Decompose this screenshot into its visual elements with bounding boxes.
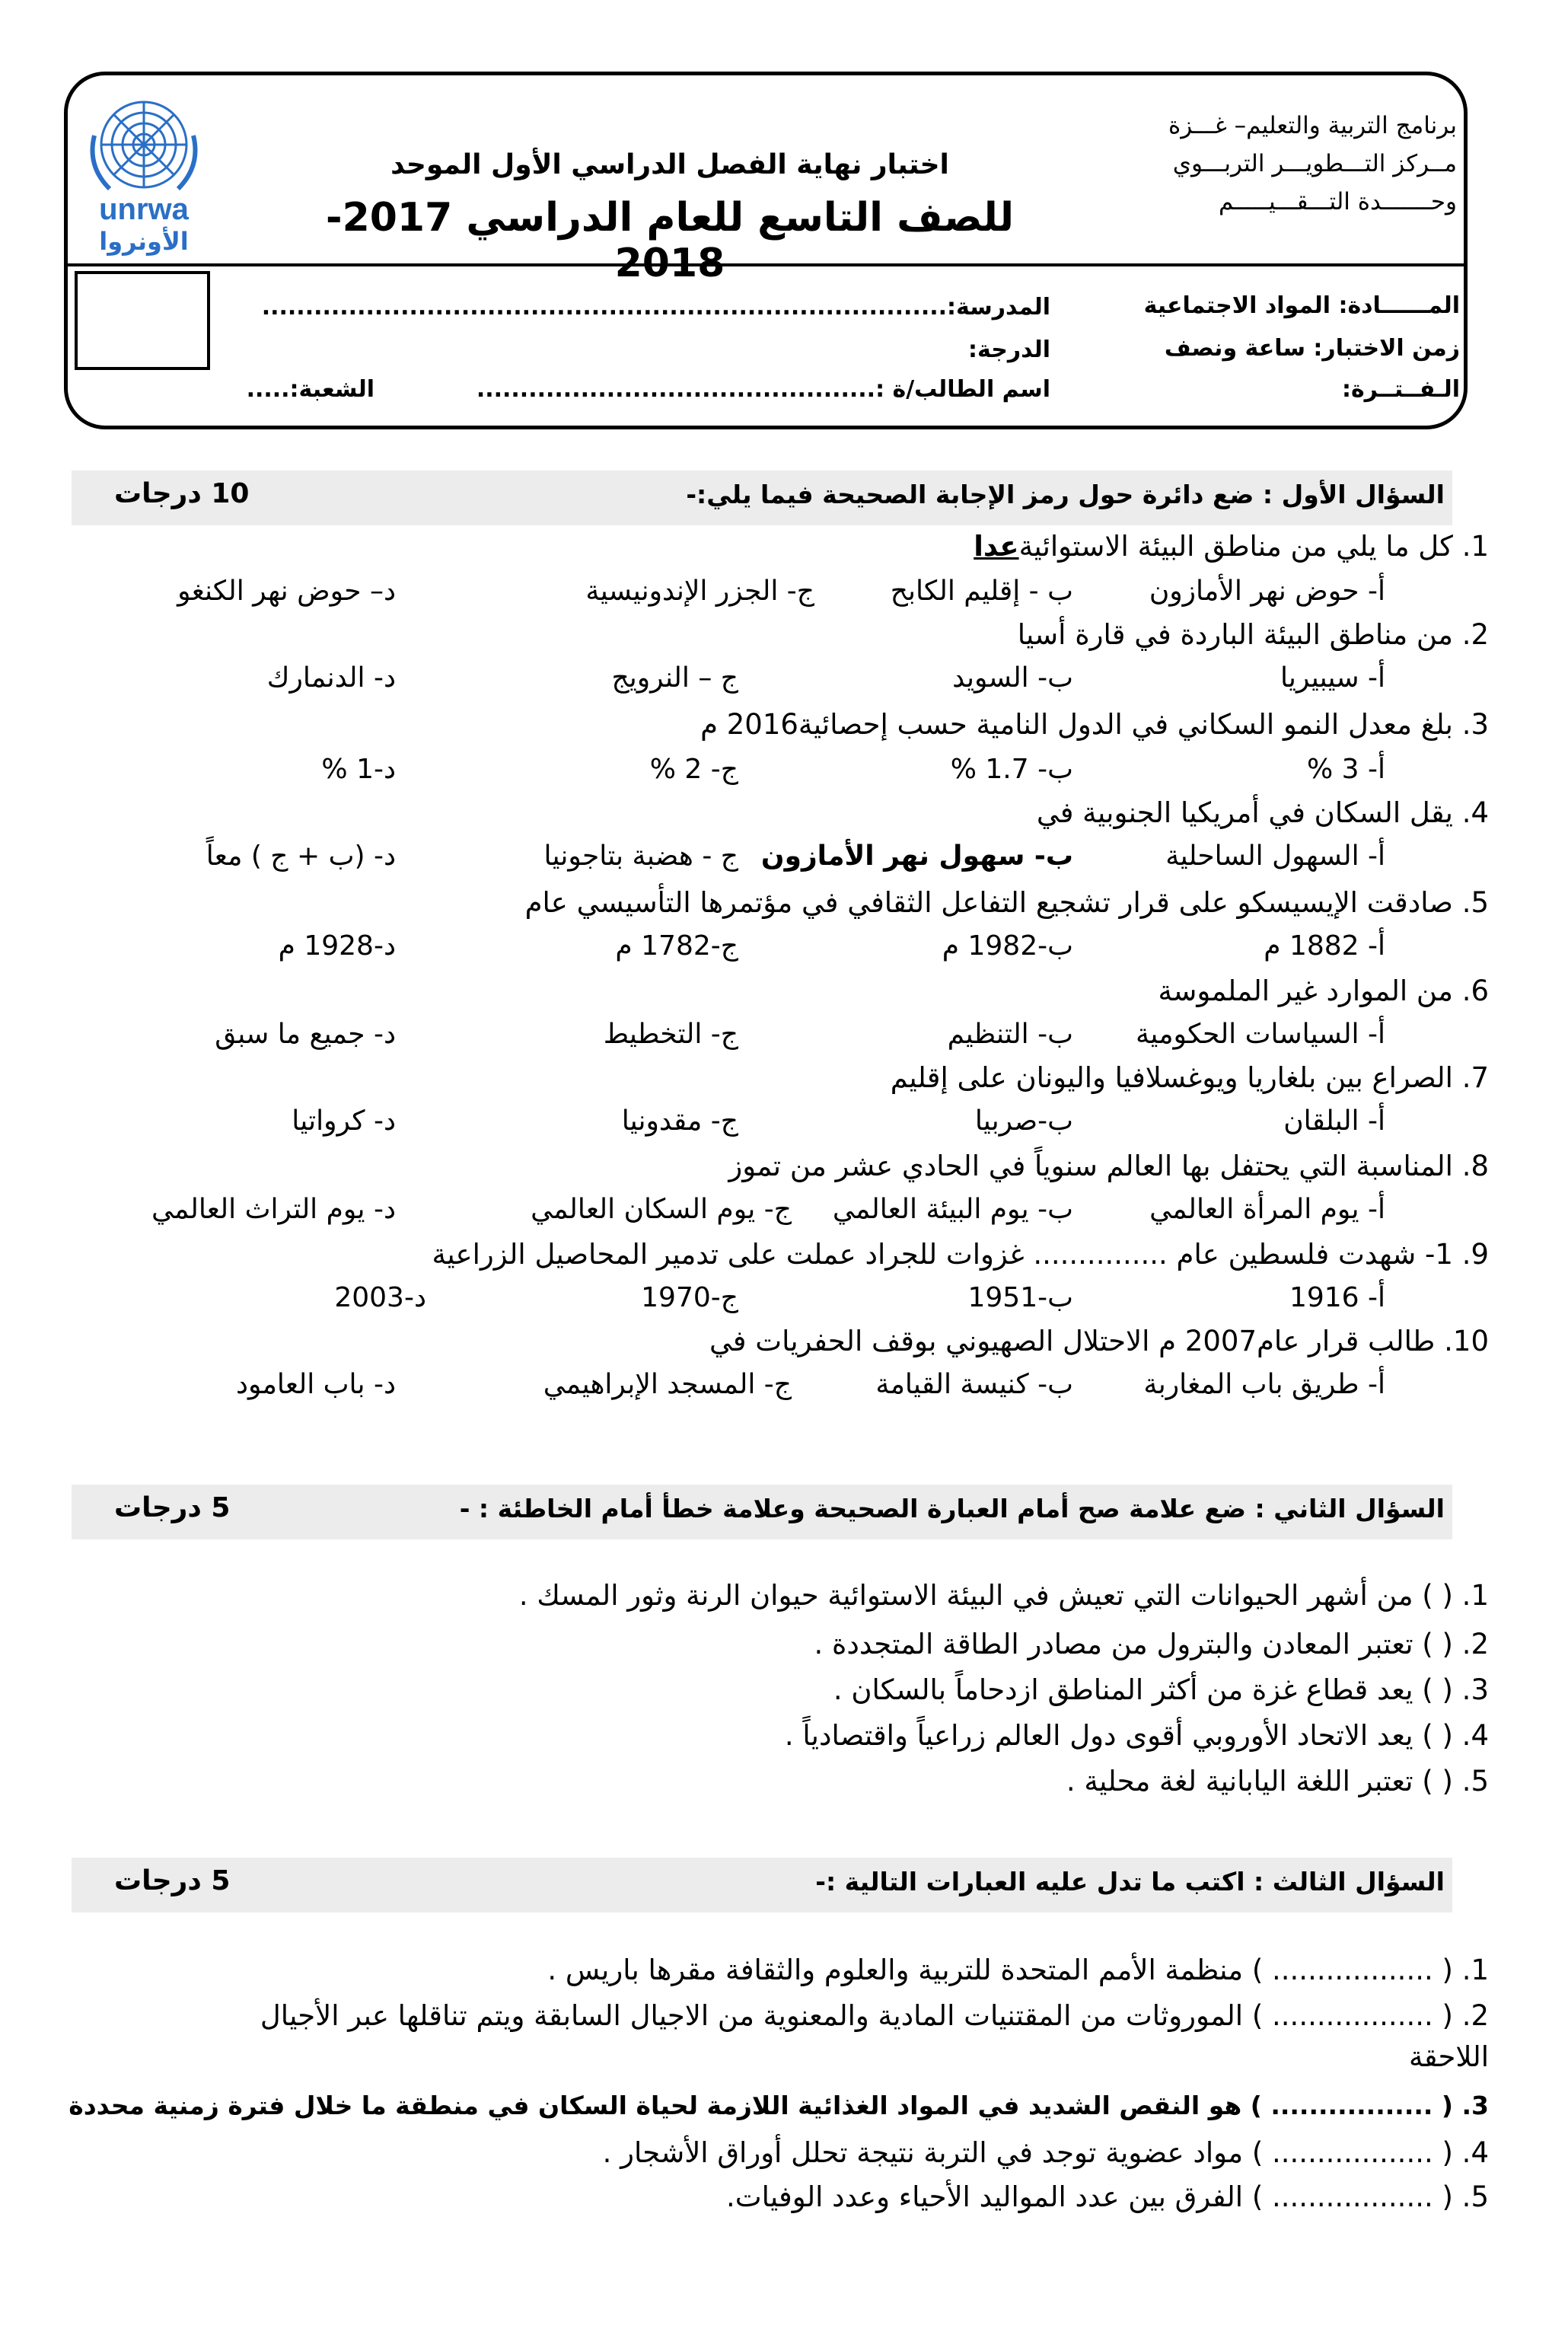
q1-item-stem: من الموارد غير الملموسة	[1158, 975, 1453, 1007]
q1-header	[72, 471, 1452, 525]
q1-9-opt-c: ج-1970	[641, 1282, 738, 1313]
q1-item-stem: بلغ معدل النمو السكاني في الدول النامية حسب إحصائية2016 م	[700, 708, 1453, 741]
q1-item-number: 5.	[1461, 886, 1489, 919]
exam-title: اختبار نهاية الفصل الدراسي الأول الموحد	[390, 149, 949, 180]
q1-item-10-stem	[709, 1325, 1489, 1357]
section-field: الشعبة:.....	[246, 376, 374, 403]
q1-item-1-stem	[974, 530, 1489, 563]
q1-5-opt-d: د-1928 م	[278, 930, 396, 962]
q1-4-opt-b: ب- سهول نهر الأمازون	[760, 841, 1073, 872]
q1-item-stem: كل ما يلي من مناطق البيئة الاستوائية	[1018, 530, 1453, 563]
q1-2-opt-a: أ- سيبيريا	[1280, 662, 1385, 694]
q1-10-opt-c: ج- المسجد الإبراهيمي	[543, 1369, 792, 1400]
q1-6-opt-d: د- جميع ما سبق	[215, 1019, 396, 1050]
exam-subtitle: للصف التاسع للعام الدراسي 2017-2018	[325, 195, 1015, 286]
q1-6-opt-a: أ- السياسات الحكومية	[1136, 1019, 1385, 1050]
org-line-3: وحـــــــدة التـــقـــيـــــم	[1218, 188, 1457, 215]
subject-label: المــــــادة: المواد الاجتماعية	[1143, 292, 1460, 319]
q1-item-number: 7.	[1461, 1061, 1489, 1094]
q3-points: 5 درجات	[114, 1865, 231, 1896]
q1-3-opt-d: د-1 %	[321, 754, 396, 785]
q3-item-5: 5. ( .................. ) الفرق بين عدد المواليد الأحياء وعدد الوفيات.	[725, 2180, 1489, 2213]
q1-1-opt-a: أ- حوض نهر الأمازون	[1149, 576, 1385, 607]
q1-7-opt-a: أ- البلقان	[1283, 1105, 1385, 1137]
q2-item-1: 1. ( ) من أشهر الحيوانات التي تعيش في البيئة الاستوائية حيوان الرنة وثور المسك .	[518, 1579, 1489, 1612]
q1-item-stem: المناسبة التي يحتفل بها العالم سنوياً في الحادي عشر من تموز	[728, 1150, 1453, 1182]
q1-item-number: 1.	[1461, 530, 1489, 563]
q3-item-3: 3. ( ................. ) هو النقص الشديد في المواد الغذائية اللازمة لحياة السكان في منطقة ما خلال فترة زمنية محددة	[69, 2091, 1489, 2120]
duration-label: زمن الاختبار: ساعة ونصف	[1164, 335, 1460, 362]
q1-1-opt-c: ج- الجزر الإندونيسية	[585, 576, 814, 607]
q1-item-6-stem	[1158, 975, 1490, 1007]
q1-1-opt-d: د– حوض نهر الكنغو	[177, 576, 396, 607]
q1-10-opt-b: ب- كنيسة القيامة	[875, 1369, 1073, 1400]
q1-3-opt-a: أ- 3 %	[1307, 754, 1385, 785]
q1-item-5-stem	[525, 886, 1489, 919]
q2-item-2: 2. ( ) تعتبر المعادن والبترول من مصادر الطاقة المتجددة .	[814, 1628, 1489, 1660]
period-label: الـفــتــرة:	[1341, 376, 1460, 403]
q1-item-emphasis: عدا	[974, 530, 1019, 563]
q1-item-8-stem	[728, 1150, 1489, 1182]
q1-7-opt-d: د- كرواتيا	[292, 1105, 396, 1137]
q1-item-stem: يقل السكان في أمريكيا الجنوبية في	[1036, 796, 1453, 829]
q1-title: السؤال الأول : ضع دائرة حول رمز الإجابة الصحيحة فيما يلي:-	[686, 480, 1445, 509]
q1-2-opt-d: د- الدنمارك	[266, 662, 396, 694]
q1-6-opt-b: ب- التنظيم	[947, 1019, 1073, 1050]
logo-text-en: unrwa	[99, 193, 189, 226]
q1-9-opt-d: د-2003	[334, 1282, 426, 1313]
q1-9-opt-b: ب-1951	[967, 1282, 1073, 1313]
q1-item-number: 6.	[1461, 975, 1489, 1007]
q1-4-opt-d: د- (ب + ج ) معاً	[206, 841, 396, 872]
q1-item-number: 10.	[1444, 1325, 1489, 1357]
org-line-1: برنامج التربية والتعليم– غـــزة	[1168, 112, 1457, 139]
q1-9-opt-a: أ- 1916	[1289, 1282, 1385, 1313]
q1-item-2-stem	[1018, 618, 1489, 651]
q1-3-opt-c: ج- 2 %	[649, 754, 738, 785]
q3-item-4: 4. ( .................. ) مواد عضوية توجد في التربة نتيجة تحلل أوراق الأشجار .	[602, 2136, 1489, 2169]
q1-item-stem: الصراع بين بلغاريا ويوغسلافيا واليونان على إقليم	[890, 1061, 1453, 1094]
q1-8-opt-d: د- يوم التراث العالمي	[151, 1194, 396, 1225]
q1-item-number: 8.	[1461, 1150, 1489, 1182]
q1-2-opt-b: ب- السويد	[952, 662, 1073, 694]
q2-item-5: 5. ( ) تعتبر اللغة اليابانية لغة محلية .	[1066, 1765, 1489, 1798]
q1-item-9-stem	[432, 1238, 1489, 1271]
q1-6-opt-c: ج- التخطيط	[603, 1019, 738, 1050]
q3-title: السؤال الثالث : اكتب ما تدل عليه العبارات التالية :-	[815, 1867, 1445, 1896]
q3-item-2: 2. ( .................. ) الموروثات من المقتنيات المادية والمعنوية من الاجيال السابقة ويتم تناقلها عبر الأجيال	[260, 1999, 1489, 2032]
q1-2-opt-c: ج – النرويج	[611, 662, 738, 694]
q1-4-opt-a: أ- السهول الساحلية	[1165, 841, 1385, 872]
q2-header	[72, 1485, 1452, 1539]
q1-5-opt-c: ج-1782 م	[615, 930, 738, 962]
logo-text-ar: الأونروا	[99, 227, 189, 256]
q1-8-opt-a: أ- يوم المرأة العالمي	[1149, 1194, 1385, 1225]
q1-item-number: 3.	[1461, 708, 1489, 741]
q2-points: 5 درجات	[114, 1492, 231, 1523]
q2-item-3: 3. ( ) يعد قطاع غزة من أكثر المناطق ازدحاماً بالسكان .	[833, 1673, 1489, 1706]
score-box	[75, 271, 210, 370]
q1-item-stem: من مناطق البيئة الباردة في قارة أسيا	[1017, 618, 1453, 651]
q1-item-number: 2.	[1461, 618, 1489, 651]
q3-header	[72, 1858, 1452, 1912]
q1-3-opt-b: ب- 1.7 %	[950, 754, 1073, 785]
q1-4-opt-c: ج - هضبة بتاجونيا	[543, 841, 738, 872]
q3-item-2-cont: اللاحقة	[1408, 2040, 1489, 2073]
q2-title: السؤال الثاني : ضع علامة صح أمام العبارة الصحيحة وعلامة خطأ أمام الخاطئة : -	[459, 1494, 1445, 1523]
q1-item-4-stem	[1037, 796, 1489, 829]
unrwa-logo	[79, 90, 209, 257]
grade-field: الدرجة:	[968, 337, 1050, 363]
q1-item-number: 4.	[1461, 796, 1489, 829]
org-line-2: مــركز التـــطويـــر التربـــوي	[1172, 150, 1457, 177]
q1-item-number: 9.	[1461, 1238, 1489, 1271]
q1-item-7-stem	[891, 1061, 1489, 1094]
q1-8-opt-b: ب- يوم البيئة العالمي	[832, 1194, 1073, 1225]
q2-item-4: 4. ( ) يعد الاتحاد الأوروبي أقوى دول العالم زراعياً واقتصادياً .	[784, 1719, 1489, 1752]
school-field: المدرسة:...............................................................................	[261, 294, 1050, 321]
q1-10-opt-a: أ- طريق باب المغاربة	[1143, 1369, 1385, 1400]
q1-points: 10 درجات	[114, 478, 250, 509]
q1-7-opt-b: ب-صربيا	[974, 1105, 1073, 1137]
q3-item-1: 1. ( .................. ) منظمة الأمم المتحدة للتربية والعلوم والثقافة مقرها باريس .	[547, 1954, 1489, 1986]
q1-8-opt-c: ج- يوم السكان العالمي	[531, 1194, 792, 1225]
q1-item-3-stem	[700, 708, 1489, 741]
q1-5-opt-a: أ- 1882 م	[1264, 930, 1385, 962]
q1-item-stem: 1- شهدت فلسطين عام ............... غزوات للجراد عملت على تدمير المحاصيل الزراعية	[432, 1238, 1453, 1271]
q1-item-stem: طالب قرار عام2007 م الاحتلال الصهيوني بوقف الحفريات في	[709, 1325, 1436, 1357]
student-name-field: اسم الطالب/ة :..............................................	[476, 376, 1050, 403]
q1-item-stem: صادقت الإيسيسكو على قرار تشجيع التفاعل الثقافي في مؤتمرها التأسيسي عام	[524, 886, 1453, 919]
q1-1-opt-b: ب - إقليم الكابح	[890, 576, 1073, 607]
q1-7-opt-c: ج- مقدونيا	[621, 1105, 738, 1137]
q1-10-opt-d: د- باب العامود	[235, 1369, 396, 1400]
q1-5-opt-b: ب-1982 م	[942, 930, 1073, 962]
